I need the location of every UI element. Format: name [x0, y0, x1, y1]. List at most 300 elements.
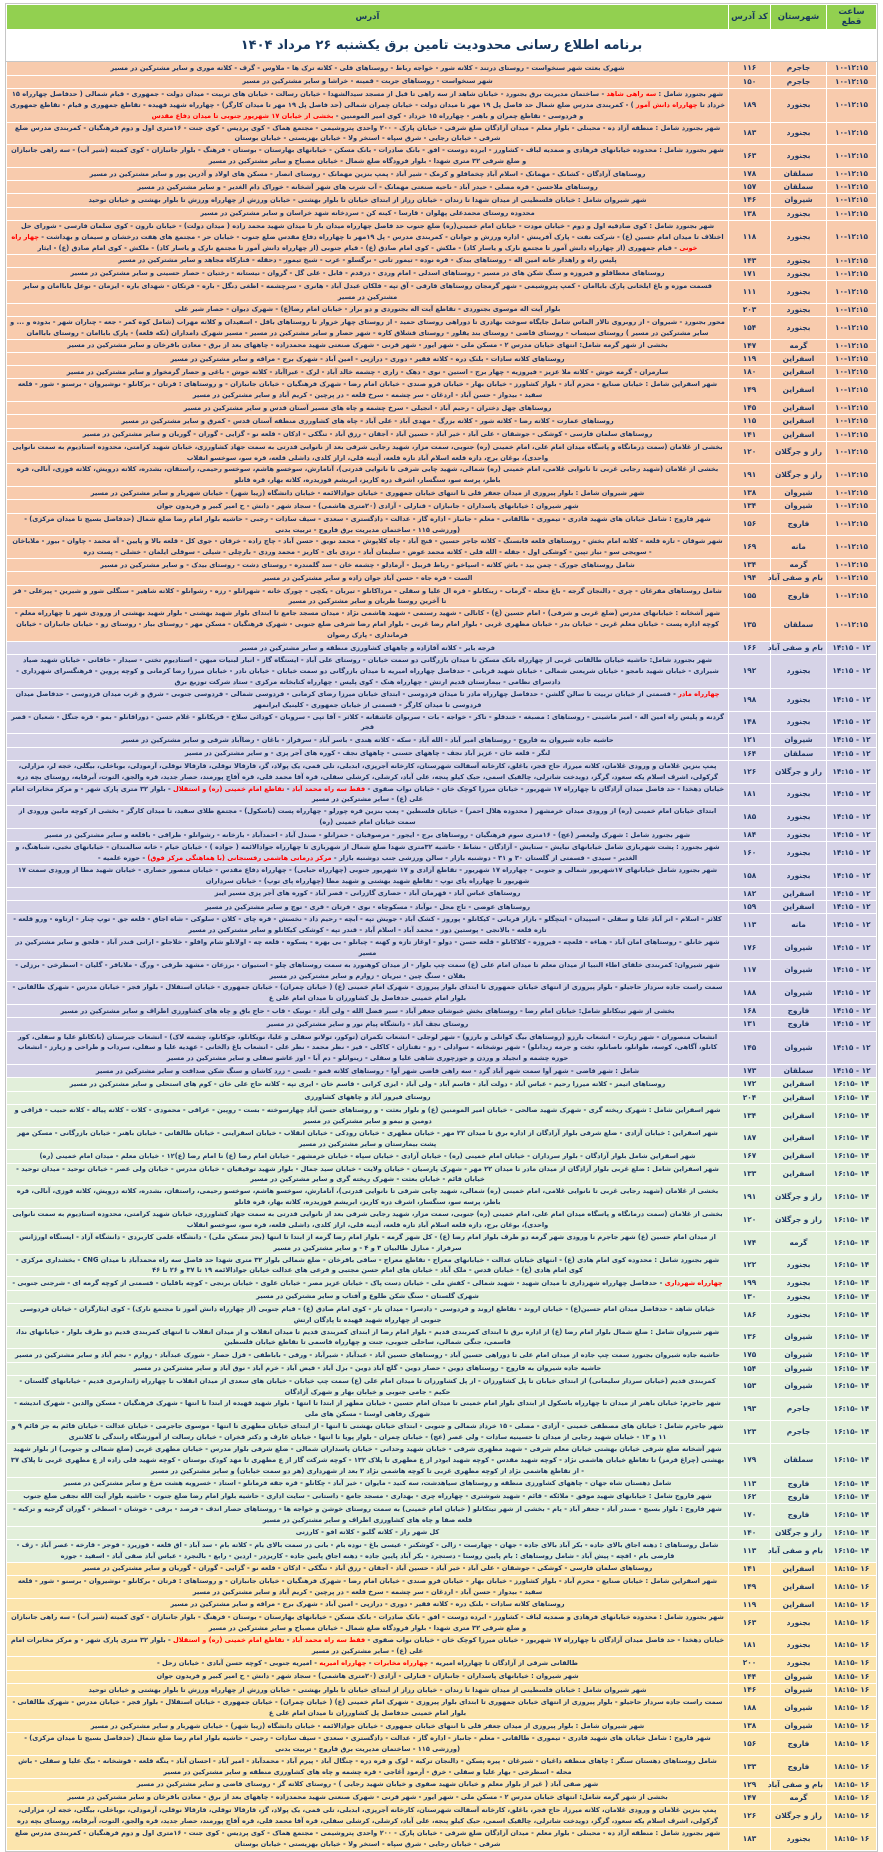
table-row	[7, 1254, 877, 1277]
outage-time-cell: ۱۴ -۱۶:۱۵	[827, 1150, 877, 1163]
address-highlight: چهار راه خونی	[11, 232, 698, 252]
address-cell: روستای فیروز آباد و چاههای کشاورزی	[7, 1091, 729, 1104]
address-code-cell: ۱۱۹	[729, 352, 771, 365]
outage-time-cell: ۱۶ -۱۸:۱۵	[827, 1575, 877, 1598]
address-code-cell: ۱۴۶	[729, 1683, 771, 1696]
county-cell: بجنورد	[771, 1657, 827, 1670]
county-cell: اسفراین	[771, 1127, 827, 1150]
table-row	[7, 1421, 877, 1444]
address-code-cell: ۱۵۷	[729, 181, 771, 194]
address-highlight: سه راهی شاهد	[606, 89, 657, 98]
table-row	[7, 1031, 877, 1065]
address-code-cell: ۲۰۳	[729, 303, 771, 316]
address-code-cell: ۱۲۲	[729, 1254, 771, 1277]
address-cell: شهر بجنورد شامل خیابانهای ۱۷شهریور شمالی و جنوبی - چهارراه ۱۷ شهریور - تقاطع آزادی و ۱۷ شهریور جنوبی (چهارراه حیایی) - چهارراه دفاع مقدس - خیابان منصور حصاری - خیابان شهید مطا از ورودی سمت ۱۷ شهریور تا چهارراه پای توپ - تقاطع شهید بهشتی و شهید مطا (چهارراه پای توپ) - خیابان سرداران	[7, 864, 729, 887]
outage-time-cell: ۱۲ - ۱۴:۱۵	[827, 1018, 877, 1031]
county-cell: راز و جرگلان	[771, 1526, 827, 1539]
address-cell: شهر اسفراین شامل : خیابان صنایع - محرم آباد - بلوار کشاورز - خیابان بهار - خیابان قرو صندی - خیابان امام رضا - شهرک فرهنگیان - خیابان جانبازان - و روستاهای : قرتان - برکانلو - نوشیروان - برسنو - شور - قلعه سفید - بیدواز - حسن آباد - اردغان - سر چشمه - سرخ قلعه - در پرچین - کریم آباد و سایر مشترکین در مسیر	[7, 379, 729, 402]
address-code-cell: ۱۸۱	[729, 1634, 771, 1657]
outage-time-cell: ۱۲ - ۱۴:۱۵	[827, 1005, 877, 1018]
address-code-cell: ۱۵۹	[729, 900, 771, 913]
table-row	[7, 864, 877, 887]
table-row	[7, 1778, 877, 1791]
county-cell: گرمه	[771, 1791, 827, 1804]
county-cell: گرمه	[771, 339, 827, 352]
address-code-cell: ۱۶۹	[729, 536, 771, 559]
outage-time-cell: ۱۲ - ۱۴:۱۵	[827, 914, 877, 937]
address-cell	[7, 1634, 729, 1657]
address-code-cell: ۱۹۸	[729, 688, 771, 711]
table-row	[7, 1683, 877, 1696]
address-highlight: چهارراه مخابرات	[373, 1659, 429, 1668]
address-code-cell: ۱۷۲	[729, 1078, 771, 1091]
address-cell: شهر بجنورد شامل : محدوده خیابانهای فرهادی و صمدیه لباف - کشاورز - ابرده دوست - افق - بانک صادرات - بانک مسکن - خیابانهای بهارستان - بوستان - فرهنگ - بلوار جانبازان - کوی کمیته (شیر آب) - سه راهی جانبازان و ضلع شرقی ۳۲ متری شهدا - بلوار فرودگاه ضلع شمال - خیابان مصباح و سایر مشترکین در مسیر	[7, 1611, 729, 1634]
outage-time-cell: ۱۰-۱۲:۱۵	[827, 181, 877, 194]
county-cell: اسفراین	[771, 1575, 827, 1598]
outage-time-cell: ۱۶ -۱۸:۱۵	[827, 1598, 877, 1611]
address-cell: روستاهای کلاته سادات - بلنک دره - کلاته فقیر - دوری - درازپی - امین آباد - شهرک برج - مراقه و سایر مشترکین در مسیر	[7, 1598, 729, 1611]
county-cell: راز و جرگلان	[771, 1186, 827, 1209]
address-cell	[7, 220, 729, 254]
county-cell: گرمه	[771, 1231, 827, 1254]
county-cell: فاروج	[771, 1477, 827, 1490]
table-row	[7, 500, 877, 513]
address-code-cell: ۱۵۰	[729, 75, 771, 88]
address-code-cell: ۱۷۹	[729, 1443, 771, 1477]
address-cell: شهر بجنورد شامل : محدوده خیابانهای فرهادی و صمدیه لباف - کشاورز - ابرده دوست - افق - بانک صادرات - بانک مسکن - خیابانهای بهارستان - بوستان - فرهنگ - بلوار جانبازان - کوی کمیته (شیر آب) - سه راهی جانبازان و ضلع شرقی ۳۲ متری شهدا - بلوار فرودگاه ضلع شمال - خیابان مصباح و سایر مشترکین در مسیر	[7, 145, 729, 168]
county-cell: بام و صفی آباد	[771, 1540, 827, 1563]
county-cell: اسفراین	[771, 428, 827, 441]
table-row	[7, 280, 877, 303]
address-highlight: چهارراه شهرداری	[664, 1279, 723, 1288]
county-cell: اسفراین	[771, 1598, 827, 1611]
county-cell: بجنورد	[771, 711, 827, 734]
county-cell: شیروان	[771, 500, 827, 513]
address-code-cell: ۱۷۴	[729, 1231, 771, 1254]
outage-time-cell: ۱۰-۱۲:۱۵	[827, 585, 877, 608]
outage-time-cell: ۱۰-۱۲:۱۵	[827, 402, 877, 415]
address-code-cell: ۱۲۶	[729, 1805, 771, 1828]
county-cell: فاروج	[771, 1018, 827, 1031]
outage-time-cell: ۱۰-۱۲:۱۵	[827, 366, 877, 379]
county-cell: جاجرم	[771, 1398, 827, 1421]
address-code-cell: ۱۲۳	[729, 1421, 771, 1444]
county-cell: شیروان	[771, 1683, 827, 1696]
address-code-cell: ۱۲۰	[729, 1209, 771, 1232]
address-code-cell: ۱۱۸	[729, 220, 771, 254]
address-code-cell: ۱۱۳	[729, 914, 771, 937]
column-header-outage-time: ساعت قطع	[827, 5, 877, 30]
address-text: - بلوار ۳۲ متری پارک شهر - و مرکز مخابرات امام علی (ع) - سایر مشترکین در مسیر	[10, 784, 424, 804]
table-row	[7, 1490, 877, 1503]
address-cell: روستاهای عوضی - تاج محل - نوآباد - مسکوچاه - نوی - فرتان - قری - توچ و سایر مشترکین در مسیر	[7, 900, 729, 913]
table-row	[7, 536, 877, 559]
table-row	[7, 220, 877, 254]
table-row	[7, 303, 877, 316]
address-code-cell: ۱۴۱	[729, 1562, 771, 1575]
address-cell: شهر شیروان شامل : خیابان فلسطینی از میدان شهدا تا زندان - خیابان رزاز از ابتدای خیابان تا بلوار بهشتی - خیابان ورزش از چهارراه ورزش تا بلوار بهشتی و خیابان توحید	[7, 194, 729, 207]
table-row	[7, 1477, 877, 1490]
address-code-cell: ۱۳۴	[729, 559, 771, 572]
address-text: خیابان دهخدا - حد فاصل میدان آزادگان تا چهارراه ۱۷ شهریور - خیابان میرزا کوچک خان - خیابان نواب صفوی -	[365, 784, 725, 793]
county-cell: بجنورد	[771, 842, 827, 865]
address-cell: بخشی از غلامان (سمت درمانگاه و پاسگاه میدان امام علی، امام خمینی (ره) جنوبی، سمت مزار، شهید رجایی شرقی بعد از نانوایی قدرتی به سمت جهاد کشاورزی، خیابان شهید کرامتی، محدوده استادیوم به سمت نانوایی واحدی)، بوغان برج، دازه قلعه اسلام آباد تازه قلعه، آدینه قلی، اراز کلدی، داشلی قلعه، قره سو، سوخسو انقلاب	[7, 1209, 729, 1232]
address-cell: کلاثر - اسلام - انر آباد علیا و سفلی - اسپیدان - اینچگلو - بازار قریانی - کیکانلو - پوروز - کشک آباد - جویش تپه - آبچه - رحیم داد - نخسش - قره چای - کلان - سلوکی - شاه اجاق - قلعه جق - توپ چنار - ارتاوه - ورو قلعه - تازه قلعه - بالانجی - پوستین دوز - محمد آباد - اسلام آباد - قندر تپه - کوشکی کیکانلو و سایر مشترکین در مسیر	[7, 914, 729, 937]
address-code-cell: ۱۴۷	[729, 339, 771, 352]
outage-time-cell: ۱۶ -۱۸:۱۵	[827, 1827, 877, 1850]
address-cell: شهر بجنورد شامل : منطقه آزاد ده - محبنلی - بلوار معلم - میدان آزادگان ضلع شرقی - خیابان پارک - ۲۰۰ واحدی پتروشیمی - مجتمع هماک - کوی پردیس - کوی جنت - ۱۶متری اول و دوم فرهنگیان - کمربندی مدرس ضلع شرقی - خیابان رجایی - شرق سپاه - استخر ولا - خیابان بهزیستی - خیابان بوستان	[7, 122, 729, 145]
outage-time-cell: ۱۲ - ۱۴:۱۵	[827, 641, 877, 654]
table-row	[7, 1611, 877, 1634]
county-cell: اسفراین	[771, 1163, 827, 1186]
county-cell: شیروان	[771, 936, 827, 959]
table-row	[7, 829, 877, 842]
address-cell: شهر خانلق - روستاهای امان آباد - هناءه - قلعچه - فیروزه - کلاکانلو - قلعه حسن - دولو - اوغاز تازه و کهنه - چیانلو - بی بهره - یسکوه - قلعه چه - اولانلو شام واقلو - خلاجلو - ارانی قندر آباد - قلجق و سایر مشترکین در مسیر	[7, 936, 729, 959]
column-header-address-code: کد آدرس	[729, 5, 771, 30]
outage-time-cell: ۱۲ - ۱۴:۱۵	[827, 734, 877, 747]
table-row	[7, 1443, 877, 1477]
table-row	[7, 339, 877, 352]
address-code-cell: ۲۰۰	[729, 1657, 771, 1670]
county-cell: اسفراین	[771, 887, 827, 900]
table-row	[7, 559, 877, 572]
outage-time-cell: ۱۲ - ۱۴:۱۵	[827, 900, 877, 913]
county-cell: بجنورد	[771, 688, 827, 711]
table-row	[7, 352, 877, 365]
address-cell: الست - قره جاه - حسن آباد جوان زاده و سایر مشترکین در مسیر	[7, 572, 729, 585]
address-cell: شامل روستاهای دهستان سنگر : چاهای منطقه داغیان - شیرغان - پیره پسکن - دالنجان ترکیه - لوک و قره دره - چنگال آباد - پیرم آباد - محمدآباد - امیر آباد - احسان آباد - ینگه قلعه - قوشخانه - بیگ علیا و سفلی - باش محله - اسطرخی - بهار علیا و سفلی - خرق - آرمود آغاجی - قره چشمه و چاه های کشاورزی منطقه و سایر مشترکین در مسیر	[7, 1755, 729, 1778]
address-cell: شامل روستاهای مفرغان - چری - دالنجان گرجه - باغ محله - گرماب - زینکانلو - قره ال علیا و سفلی - مرداکانلو - تیربان - یکچی - چورک خانه - شهرانلو - رزه - رشوانلو - کلاته شاهیر - سنگلی شور و شیرین - پیرعلی - قر تا آخرین روستا طربان و سایر مشترکین در مسیر	[7, 585, 729, 608]
outage-time-cell: ۱۶ -۱۸:۱۵	[827, 1562, 877, 1575]
table-row	[7, 1562, 877, 1575]
table-row	[7, 900, 877, 913]
address-text: ) - کمربندی مدرس ضلع شمال حد فاصل پل ۱۹ مهر تا میدان دولت - خیابان چمران شمالی (حد فاصل پل ۱۹ مهر تا میدان کارگر) - چهارراه شهید قهیده - تقاطع جمهوری و قیام - تقاطع جمهوری و فردوسی - تقاطع چمران و باهنر - چهارراه ۱۵ خرداد - کوی امیر المومنین -	[10, 100, 636, 120]
county-cell: شیروان	[771, 1670, 827, 1683]
county-cell: فاروج	[771, 1504, 827, 1527]
county-cell: بجنورد	[771, 1277, 827, 1290]
county-cell: شیروان	[771, 1031, 827, 1065]
address-code-cell: ۱۶۳	[729, 145, 771, 168]
address-code-cell: ۱۵۶	[729, 1733, 771, 1756]
address-cell: شهر جاجرم: خیابان باهنر از میدان تا چهارراه باسکول از ابتدای بلوار امام خمینی تا میدان امام حسین - خیابان مطهر از ابتدا تا انتها - بلوار شهید قهیده از ابتدا تا انتها - شهرک فرهنگیان - مسکن والدین - شهرک اندیشه - شهرک رفاهی اوستا - مسکن های ملی	[7, 1398, 729, 1421]
outage-time-cell: ۱۰-۱۲:۱۵	[827, 194, 877, 207]
outage-time-cell: ۱۰-۱۲:۱۵	[827, 428, 877, 441]
address-cell: بخشی از غلامان (شهید رجایی غربی تا نانوایی غلامی، امام خمینی (ره) شمالی، شهید چایی شرقی تا نانوایی قدرتی)، آنامارش، سوخسو هاشم، سوخسو رحیمی، راستقان، بشدره، کلاته درویش، کلاته فوزی، آنالی، قره باطر، پرسه سو، سنگسار، اشرف دره کاریز، ابریشم قوزیدره، کلاته بهار، قره قانلو	[7, 1186, 729, 1209]
table-row	[7, 914, 877, 937]
address-cell: شهر شیروان شامل : بلوار پیروزی از میدان جعفر قلی تا انتهای خیابان جمهوری - خیابان جوادالائمه - خیابان دانشگاه (زیبا شهر) - خیابان شهربار و سایر مشترکین در مسیر	[7, 1719, 729, 1732]
address-text: شهر بجنورد شامل : کوی صادقیه اول و دوم - خیابان مودت - خیابان امام خمینی(ره) ضلع جنوب حد فاصل چهارراه میدان بار تا میدان شهید محمد زاده ( میدان دولت) - خیابان نارون - کوی سلمان فارسی - شورای حل اختلاف تا میدان امام حسین (ع) - شرکت نفت - پارک آفرینش - اداره ورزش و جوانان - کمربندی مدرس - پل ۱۹مهر تا چهارراه دفاع مقدس ضلع جنوب - خیابان حر - مجتمع های هفت درخشان و سیمان و بهداشت -	[20, 221, 724, 241]
county-cell: اسفراین	[771, 1104, 827, 1127]
address-cell: فرجه بایر - کلاته آقازاده و چاههای کشاورزی منطقه و سایر مشترکین در مسیر	[7, 641, 729, 654]
address-cell: انشعاب منصوران - شهر زیارت - انشعاب بارزو (روستاهای بیگ کوانلی و بارزو) - شهر لوجلی - انشعاب تکمران (توکور، تولانو سفلی و علیا، نویکانلو، جوکانلو، چشمه لاک) - انشعاب جیرستان (باتکانلو علیا و سفلی، کور کانلو، آگاهی، کوسه، طوانلو، ناصانلو، تخت و جرمه زیدانلو) - شهر نوشخانه - سوادلی - زو - تفتازان - کاکلی - قیز - نظر محمد - نظر علی - انشعاب باغ دالخانی - عهدیه علیا و سفلی، سرداب و طراحی و زیارز - انشعاب حوزه چشمه و انجیلد و وردن و جوزچوری شاهی علیا و سفلی - زینوانلو - دم آبا - اوز عاشو سفلی و سایر مشترکین در مسیر	[7, 1031, 729, 1065]
outage-time-cell: ۱۶ -۱۸:۱۵	[827, 1697, 877, 1720]
address-cell: شهر بجنورد شامل : منطقه آزاد ده - محبنلی - بلوار معلم - میدان آزادگان ضلع شرقی - خیابان پارک - ۲۰۰ واحدی پتروشیمی - مجتمع هماک - کوی پردیس - کوی جنت - ۱۶متری اول و دوم فرهنگیان - کمربندی مدرس ضلع شرقی - خیابان رجایی - شرق سپاه - استخر ولا - خیابان بهزیستی - خیابان بوستان	[7, 1827, 729, 1850]
address-code-cell: ۱۶۷	[729, 1150, 771, 1163]
table-row	[7, 1375, 877, 1398]
county-cell: بجنورد	[771, 1290, 827, 1303]
outage-time-cell: ۱۲ - ۱۴:۱۵	[827, 1065, 877, 1078]
table-row	[7, 1104, 877, 1127]
outage-time-cell: ۱۴ -۱۶:۱۵	[827, 1540, 877, 1563]
table-row	[7, 1598, 877, 1611]
address-highlight: بخشی از خیابان ۱۷ شهریور جنوبی تا میدان دفاع مقدس	[151, 111, 334, 120]
county-cell: اسفراین	[771, 379, 827, 402]
address-cell: شهر شیروان شامل : بلوار پیروزی از میدان جعفر قلی تا انتهای خیابان جمهوری - خیابان جوادالائمه - خیابان دانشگاه (زیبا شهر) - خیابان شهربار و سایر مشترکین در مسیر	[7, 487, 729, 500]
table-row	[7, 441, 877, 464]
table-row	[7, 181, 877, 194]
table-row	[7, 734, 877, 747]
table-row	[7, 366, 877, 379]
outage-time-cell: ۱۰-۱۲:۱۵	[827, 303, 877, 316]
outage-time-cell: ۱۰-۱۲:۱۵	[827, 379, 877, 402]
table-row	[7, 267, 877, 280]
county-cell: بام و صفی آباد	[771, 572, 827, 585]
county-cell: فاروج	[771, 513, 827, 536]
table-row	[7, 1150, 877, 1163]
table-row	[7, 75, 877, 88]
outage-time-cell: ۱۲ - ۱۴:۱۵	[827, 711, 877, 734]
address-code-cell: ۱۹۱	[729, 1186, 771, 1209]
address-code-cell: ۱۸۳	[729, 1827, 771, 1850]
address-code-cell: ۱۵۵	[729, 585, 771, 608]
county-cell: اسفراین	[771, 1078, 827, 1091]
county-cell: بجنورد	[771, 1634, 827, 1657]
county-cell: بجنورد	[771, 88, 827, 122]
address-code-cell: ۱۳۶	[729, 1326, 771, 1349]
address-code-cell: ۱۶۶	[729, 641, 771, 654]
table-row	[7, 1670, 877, 1683]
county-cell: فاروج	[771, 1733, 827, 1756]
table-row	[7, 1290, 877, 1303]
address-cell: شهر فاروج : شامل خیابان های شهید قادری - تیموری - طالقانی - معلم - جانباز - اداره گاز - عدالت - دادگستری - سعدی - سیف سادات - رجبی - حاشیه بلوار امام رضا ضلع شمال (حدفاصل بسیج تا میدان مرکزی) - (ورزشی ۱۱۵ - ساختمان مدیریت برق فاروج - تربیت بدنی	[7, 513, 729, 536]
address-code-cell: ۱۱۱	[729, 280, 771, 303]
address-code-cell: ۱۱۶	[729, 62, 771, 75]
address-cell: شهر اسفراین شامل : خیابان صنایع - محرم آباد - بلوار کشاورز - خیابان بهار - خیابان قرو صندی - خیابان امام رضا - شهرک فرهنگیان - خیابان جانبازان - و روستاهای : قرتان - برکانلو - نوشیروان - برسنو - شور - قلعه سفید - بیدواز - حسن آباد - اردغان - سر چشمه - سرخ قلعه - در پرچین - کریم آباد و سایر مشترکین در مسیر	[7, 1575, 729, 1598]
table-row	[7, 1277, 877, 1290]
address-text: شهر بجنورد : پشت شهربازی شامل خیابانهای نیایش - ستایش - آزادگان - نشاط - حاشیه ۳۲متری شهدا ضلع شمال از شهربازی تا چهارراه جوادالائمه ( جواده ) - خیابان خیام - خانه سالمندان - خیابانهای نخبی، شباهنگ، و الغدیر - سیدی - قسمتی از گلستان ۳۰ و ۳۱ - دوشنبه بازار - سالن ورزشی جنب دوشنبه بازار -	[15, 843, 720, 863]
address-cell	[7, 1657, 729, 1670]
table-row	[7, 464, 877, 487]
address-cell: حاشیه جاده شیروان بجنورد سمت چپ جاده از میدان امام علی تا دوراهی حسین آباد - روستاهای حسین آباد - عبدآباد - شیرآباد - ورقی - باباطفی - قزل حصار - شورک عبدآباد - زوارم - نجم آباد و سایر مشترکین در مسیر	[7, 1349, 729, 1362]
outage-time-cell: ۱۴ -۱۶:۱۵	[827, 1504, 877, 1527]
address-text: - قسمتی از خیابان تربیت تا سالن گلشن - حدفاصل چهارراه مادر تا میدان فردوسی - ابتدای خیابان میرزا رضای کرمانی - فردوسی شمالی - فردوسی جنوبی - شرق و غرب میدان فردوسی - حدفاصل میدان فردوسی تا میدان کارگر - قسمتی از خیابان جمهوری - کلینیک ایرانمهر	[15, 689, 679, 709]
address-code-cell: ۱۱۳	[729, 1540, 771, 1563]
county-cell: راز و جرگلان	[771, 464, 827, 487]
outage-time-cell: ۱۶ -۱۸:۱۵	[827, 1670, 877, 1683]
county-cell: بام و صفی آباد	[771, 1778, 827, 1791]
county-cell: فاروج	[771, 1490, 827, 1503]
address-code-cell: ۱۸۱	[729, 783, 771, 806]
county-cell: مانه	[771, 536, 827, 559]
address-cell: کل شهر راز - کلاته گلبو - کلاته افو - کارزنی	[7, 1526, 729, 1539]
outage-time-cell: ۱۰-۱۲:۱۵	[827, 339, 877, 352]
outage-time-cell: ۱۰-۱۲:۱۵	[827, 487, 877, 500]
outage-time-cell: ۱۲ - ۱۴:۱۵	[827, 783, 877, 806]
outage-time-cell: ۱۰-۱۲:۱۵	[827, 254, 877, 267]
address-code-cell: ۱۳۸	[729, 487, 771, 500]
address-code-cell: ۱۴۰	[729, 1526, 771, 1539]
county-cell: اسفراین	[771, 352, 827, 365]
table-row	[7, 145, 877, 168]
outage-time-cell: ۱۰-۱۲:۱۵	[827, 75, 877, 88]
county-cell: سملقان	[771, 181, 827, 194]
address-highlight: تقاطع امام خمینی (ره) و استقلال	[173, 784, 285, 793]
address-cell	[7, 842, 729, 865]
address-cell: شهر آشخانه ضلع شرقی خیابان بهشتی خیابان معلم شرقی - شهید مطهری شرقی - خیابان شهید وحدانی - خیابان پاسداران شمالی - ضلع شرقی بلوار مدرس - خیابان مطهری غربی (ضلع شمالی و جنوبی) از بلوار شهید بهشتی (چراغ قرمز) تا تقاطع خیابان هاشمی نژاد - کوچه شهید مقدس - کوچه شهید ابوذر از ع مطهری تا پلاک ۱۳۲ - کوچه شرکت گاز از ع مطهری تا مهد کودک بوستان - کوچه شهید قلی زاده از ع مطهری غربی تا پلاک ۳۷ - از تقاطع هاشمی نژاد از کوچه مطهری غربی تا کوچه هاشمی نژاد ۲ بعد از شهرداری (هر دو سمت خیابان) و سایر مشترکین در مسیر	[7, 1443, 729, 1477]
address-text: - ساختمان مدیریت برق بجنورد - خیابان شاهد از سه راهی تا قبل از مسجد سیدالشهدا - خیابان رسالت - خیابان های تربیت - میدان دولت - جمهوری - قیام شمالی ( حدفاصل چهارراه ۱۵ خرداد تا	[11, 89, 725, 109]
address-code-cell: ۱۸۰	[729, 366, 771, 379]
address-highlight: چهارراه مادر	[678, 689, 720, 698]
table-row	[7, 379, 877, 402]
outage-time-cell: ۱۲ - ۱۴:۱۵	[827, 1031, 877, 1065]
address-cell: روستاهای آزادگان - کشانک - مهمانک - اسلام آباد چخماقلو و کرمک - شیر آباد - پمپ بنزین مهمانک - روستای انصار - مسکن های اولاد و آذرین پور و سایر مشترکین در مسیر	[7, 168, 729, 181]
outage-time-cell: ۱۰-۱۲:۱۵	[827, 207, 877, 220]
address-code-cell: ۱۷۵	[729, 1349, 771, 1362]
address-code-cell: ۱۹۹	[729, 1277, 771, 1290]
address-code-cell: ۱۶۴	[729, 747, 771, 760]
schedule-body	[7, 62, 877, 1850]
outage-time-cell: ۱۴ -۱۶:۱۵	[827, 1231, 877, 1254]
county-cell: شیروان	[771, 1362, 827, 1375]
address-text: -	[284, 784, 292, 793]
address-code-cell: ۱۸۳	[729, 122, 771, 145]
outage-time-cell: ۱۲ - ۱۴:۱۵	[827, 936, 877, 959]
address-cell: بخشی از غلامان (شهید رجایی غربی تا نانوایی غلامی، امام خمینی (ره) شمالی، شهید چایی شرقی تا نانوایی قدرتی)، آنامارش، سوخسو هاشم، سوخسو رحیمی، راستقان، بشدره، کلاته درویش، کلاته فوزی، آنالی، قره باطر، پرسه سو، سنگسار، اشرف دره کاریز، ابریشم قوزیدره، کلاته بهار، قره قانلو	[7, 464, 729, 487]
outage-time-cell: ۱۶ -۱۸:۱۵	[827, 1755, 877, 1778]
address-cell	[7, 1277, 729, 1290]
table-row	[7, 747, 877, 760]
address-cell: روستاهای اتیمز - کلاته میرزا رحیم - عباس آباد - دولت آباد - قاسم آباد - ولی آباد - ایزی کرانی - قاسم خان - ایری تپه - کلاته حاج علی خان - کوم های استحلی و سایر مشترکین در مسیر	[7, 1078, 729, 1091]
address-code-cell: ۱۹۴	[729, 572, 771, 585]
outage-time-cell: ۱۰-۱۲:۱۵	[827, 415, 877, 428]
table-row	[7, 1805, 877, 1828]
header-row	[7, 5, 877, 30]
address-text: - قیام جمهوری (از چهارراه دانش آموز تا مجتمع نارک و یاسار کاد) - ملکش - کوی امام صادق (ع) - قیام جنوبی (از چهارراه دانش آموز تا مجتمع نارک و یاسار کاد) - ملکش - کوی امام صادق (ع) - ایثار	[37, 243, 680, 252]
table-row	[7, 608, 877, 642]
address-code-cell: ۱۵۴	[729, 316, 771, 339]
address-cell: شهر فاروج : بلوار بسیج - صندر آباد - جعفر آباد - یام - بخشی از شهر تیتکانلو ( خیابان امام خمینی) به سمت روستای خوشن و خواجه ها - روستاهای حصار اندف - فرصد - برقی - خوشان - اسطخر - گوران گرجیه و ترکیه - قلعه صفا و چاه های کشاورزی اطراف و سایر مشترکین در مسیر	[7, 1504, 729, 1527]
address-cell: محور بجنورد - شیروان - از روبروی تالار الماس شامل جایگاه سوخت بهادری تا دوراهی روستای حمید - از روستای چهار خروار تا روستاهای باقل - اسفیدان و کلاته مهراب (شامل کوه کمر - جعه - چناران شهر - بدوده و ... و سایر مشترکین در مسیر ) روستای سیساب - روستای قاضی - روستای بند یقلور - روستای قشلاق کاره - شهر حصار و سایر مشترکین در مسیر - مسیر شهرک دامداران (تکه قلعه) - پارک باباامان - روستای باباامان	[7, 316, 729, 339]
address-cell: سمت راست جاده سردار حاجیلو - بلوار پیروزی از انتهای خیابان جمهوری تا ابتدای بلوار پیروزی - شهرک امام خمینی (ع) ( خیابان چمران) - خیابان جمهوری - خیابان استقلال - بلوار فجر - خیابان مدرس - شهرک طالقانی - بلوار امام خمینی حدفاصل پل کشاورزان تا میدان امام علی ع	[7, 1697, 729, 1720]
address-code-cell: ۱۲۰	[729, 441, 771, 464]
county-cell: بجنورد	[771, 655, 827, 689]
address-code-cell: ۱۶۳	[729, 1611, 771, 1634]
outage-time-cell: ۱۶ -۱۸:۱۵	[827, 1805, 877, 1828]
address-cell: شامل : شهر قاضی - شهر آوا سمت شهر آباد گرد - سه راهی قاضی شهر آوا - روستاهای کلاته قمو - تلسی - زرد کاشان و سنگ شکن صداقت و سایر مشترکین در مسیر	[7, 1065, 729, 1078]
outage-time-cell: ۱۰-۱۲:۱۵	[827, 352, 877, 365]
outage-time-cell: ۱۲ - ۱۴:۱۵	[827, 887, 877, 900]
address-cell: از میدان امام حسین (ع) شهر جاجرم تا ورودی شهر گرمه دو طرف بلوار امام رضا (ع) - کل شهر گرمه - بلوار امام رضا گرمه از ابتدا تا انتها (بجز مسکن ملی) - دانشگاه علمی کاربردی - دانشگاه آزاد - ایستگاه اورژانس سرفراز - منازل طالبیان ۳ و ۴ - و سایر مشترکین در مسیر	[7, 1231, 729, 1254]
outage-time-cell: ۱۰-۱۲:۱۵	[827, 122, 877, 145]
address-cell: شهر شیروان شامل : ضلع شمال بلوار امام رضا (ع) از اداره برق تا ابتدای کمربندی قدیم - بلوار امام رضا از ابتدای کمربندی قدیم تا میدان انقلاب و از میدان انقلاب تا انتهای کمربندی قدیم دو طرف بلوار - خیابانهای ندا، قاسمی، جنگی شمالی، ساحلی جنوبی، جنت و چهارراه قاسمی تا تقاطع خیابان فلسطین	[7, 1326, 729, 1349]
table-row	[7, 585, 877, 608]
address-text: - بلوار ۳۲ متری پارک شهر - و مرکز مخابرات امام علی (ع) - سایر مشترکین در مسیر	[10, 1635, 424, 1655]
address-cell: روستاهای سلمان فارسی - کوشکی - جوشقان - علی آباد - خیر آباد - حسین آباد - آجقان - رزق آباد - تنگکی - ادکان - قلعه نو - گزایی - گوران - گوریان و سایر مشترکین در مسیر	[7, 1562, 729, 1575]
address-code-cell: ۱۲۹	[729, 1778, 771, 1791]
outage-time-cell: ۱۶ -۱۸:۱۵	[827, 1719, 877, 1732]
address-code-cell: ۱۷۱	[729, 267, 771, 280]
address-code-cell: ۱۳۱	[729, 1018, 771, 1031]
county-cell: سملقان	[771, 608, 827, 642]
schedule-table-container	[5, 3, 878, 1852]
outage-time-cell: ۱۲ - ۱۴:۱۵	[827, 688, 877, 711]
outage-time-cell: ۱۴ -۱۶:۱۵	[827, 1078, 877, 1091]
table-row	[7, 1526, 877, 1539]
address-cell: شهر فاروج : شامل خیابان های شهید قادری - تیموری - طالقانی - معلم - جانباز - اداره گاز - عدالت - دادگستری - سعدی - سیف سادات - رجبی - حاشیه بلوار امام رضا ضلع شمال (حدفاصل بسیج تا میدان مرکزی) - (ورزشی ۱۱۵ - ساختمان مدیریت برق فاروج - تربیت بدنی	[7, 1733, 729, 1756]
address-cell: شهر جاجرم شامل : خیابان های مصطفی خمینی - آزادی - مصلی - ۱۵ خرداد شمالی و جنوبی - ابتدای خیابان بهشتی تا انتها - از ابتدای خیابان مطهری تا انتها - موسوی جاجرمی - خیابان عدالت - خیابان قائم به جز قائم ۹ و ۱۱ و ۱۳ - خیابان شهید رجایی از میدان تا حسینیه سادات - ولی عصر (عج) - خیابان چمران - بلوار پویا تا انتها - خیابان عارف و دکتر فخران - خیابان رسالت از آموزشگاه رانندگی تا کلانتری	[7, 1421, 729, 1444]
outage-time-cell: ۱۰-۱۲:۱۵	[827, 280, 877, 303]
county-cell: فاروج	[771, 585, 827, 608]
outage-time-cell: ۱۶ -۱۸:۱۵	[827, 1791, 877, 1804]
county-cell: بجنورد	[771, 1611, 827, 1634]
address-cell: حاشیه جاده شیروان به فاروج - روستاهای دوین - حصار دوین - گلچ آباد دوین - بزل آباد - فیض آباد - خرم آباد - نوق آباد و سایر مشترکین در مسیر	[7, 1362, 729, 1375]
county-cell: راز و جرگلان	[771, 441, 827, 464]
table-row	[7, 487, 877, 500]
outage-time-cell: ۱۲ - ۱۴:۱۵	[827, 806, 877, 829]
address-cell: شهر شیروان: کمربندی خلفای اطاء النبیا از میدان معلم تا میدان امام علی (ع) سمت چپ بلوار - از میدان کوهنورد به سمت روستاهای چلو - استیوان - برزعان - مشهد طرقی - ورگ - ملاباقر - گلیان - اسطرخی - برزلی - بقلان - سنگ چین - تبریان - زوارم و سایر مشترکین در مسیر	[7, 959, 729, 982]
outage-time-cell: ۱۰-۱۲:۱۵	[827, 62, 877, 75]
county-cell: جاجرم	[771, 75, 827, 88]
address-code-cell: ۱۳۸	[729, 207, 771, 220]
outage-schedule-table	[6, 4, 877, 1851]
outage-time-cell: ۱۴ -۱۶:۱۵	[827, 1303, 877, 1326]
address-code-cell: ۱۸۴	[729, 829, 771, 842]
address-cell: روستاهای سلمان فارسی - کوشکی - جوشقان - علی آباد - خیر آباد - حسین آباد - آجقان - رزق آباد - تنگکی - ادکان - قلعه نو - گزایی - گوران - گوریان و سایر مشترکین در مسیر	[7, 428, 729, 441]
address-cell: شهر سنخواست - روستاهای جربت - قمینه - خراشا و سایر مشترکین در مسیر	[7, 75, 729, 88]
address-cell: پمپ بنزین غلامان و ورودی غلامان، کلاته میرزا، حاج قجر، باغلق، کارخانه آسفالت شهرستان، کارخانه آجرپزی، ابدبلی، تلی قمی، یک پولاد، گز، قارقالا توقلی، قارقالا نوقلی، آرمودلی، بوباخلی، بیگلی، خجه لر، مزارلی، گرکولی، اشرف اسلام یکه سعود، گرگز، دویدخت شاترلی، چالقیک اسمی، حیک کیلو پنجه، علی آباد، کرشلی، کرشلی سفلی، قره آقا محمد قلی، قره آقاچ پورمند، حصار جدید، قره والجق، التوت، آبرقایه، روستای بچه دره	[7, 760, 729, 783]
outage-time-cell: ۱۴ -۱۶:۱۵	[827, 1209, 877, 1232]
address-code-cell: ۱۴۳	[729, 254, 771, 267]
table-row	[7, 641, 877, 654]
address-text: -	[284, 1635, 292, 1644]
county-cell: راز و جرگلان	[771, 760, 827, 783]
county-cell: شیروان	[771, 982, 827, 1005]
address-cell: پلیس راه و راهدار خانه امین اله - روستاهای بیدک - قره نوده - تیمور تانی - نرگسلو - عرب - شیخ تیمور - دحقله - قنارکاه مجاهد و سایر مشترکین در مسیر	[7, 254, 729, 267]
table-row	[7, 62, 877, 75]
table-row	[7, 1657, 877, 1670]
address-highlight: چهارراه دانش آموز	[635, 100, 698, 109]
county-cell: بجنورد	[771, 316, 827, 339]
address-code-cell: ۱۲۱	[729, 734, 771, 747]
outage-time-cell: ۱۴ -۱۶:۱۵	[827, 1349, 877, 1362]
table-row	[7, 1697, 877, 1720]
outage-time-cell: ۱۴ -۱۶:۱۵	[827, 1421, 877, 1444]
address-code-cell: ۱۳۴	[729, 500, 771, 513]
table-row	[7, 513, 877, 536]
county-cell: شیروان	[771, 194, 827, 207]
outage-time-cell: ۱۶ -۱۸:۱۵	[827, 1733, 877, 1756]
address-text: خیابان دهخدا - حد فاصل میدان آزادگان تا چهارراه ۱۷ شهریور - خیابان میرزا کوچک خان - خیابان نواب صفوی -	[365, 1635, 725, 1644]
table-row	[7, 959, 877, 982]
outage-time-cell: ۱۰-۱۲:۱۵	[827, 88, 877, 122]
table-row	[7, 1362, 877, 1375]
address-cell: شهر صفی آباد ( غیر از بلوار معلم و خیابان شهید صفوی و خیابان شهید رجایی ) - روستای کلاته گز - روستای قاضی و سایر مشترکین در مسیر	[7, 1778, 729, 1791]
address-code-cell: ۱۹۳	[729, 1398, 771, 1421]
outage-time-cell: ۱۴ -۱۶:۱۵	[827, 1163, 877, 1186]
table-row	[7, 1634, 877, 1657]
table-row	[7, 1018, 877, 1031]
address-highlight: تقاطع امام خمینی (ره) و استقلال	[173, 1635, 285, 1644]
address-cell: شهر آشخانه : خیابانهای مدرس (ضلع غربی و شرقی) - امام حسین (ع) - کانالی - شهید رستمی - شهید هاشمی نژاد - میدان مسجد جامع تا ابتدای بلوار شهید بهشتی - بلوار شهید بهشتی از ورودی شهر تا چهارراه معلم - کوچه اداره پست - خیابان معلم غربی - خیابان بدر - خیابان مطهری غربی - بلوار امام رضا غربی - بلوار امام رضا شرقی ضلع جنوبی - شهرک فرهنگیان - مسکن مهر - روستای بیار - روستای زو - خیابان جانبازان - خیابان فرمانداری - پارک رضوان	[7, 608, 729, 642]
county-cell: اسفراین	[771, 1150, 827, 1163]
outage-time-cell: ۱۰-۱۲:۱۵	[827, 464, 877, 487]
outage-time-cell: ۱۴ -۱۶:۱۵	[827, 1362, 877, 1375]
address-cell: محدوده روستای محمدعلی پهلوان - قارسا - کینه کن - سردخانه شهد خراسان و سایر مشترکین در مسیر	[7, 207, 729, 220]
outage-time-cell: ۱۴ -۱۶:۱۵	[827, 1526, 877, 1539]
outage-time-cell: ۱۰-۱۲:۱۵	[827, 608, 877, 642]
address-cell: روستاهای ملاحسن - قره مصلی - حیدر آباد - ناحیه صنعتی مهمانک - آب شرب های شهر آشخانه - خوراک دام الغدیر - و سایر مشترکین در مسیر	[7, 181, 729, 194]
address-code-cell: ۱۱۹	[729, 1598, 771, 1611]
